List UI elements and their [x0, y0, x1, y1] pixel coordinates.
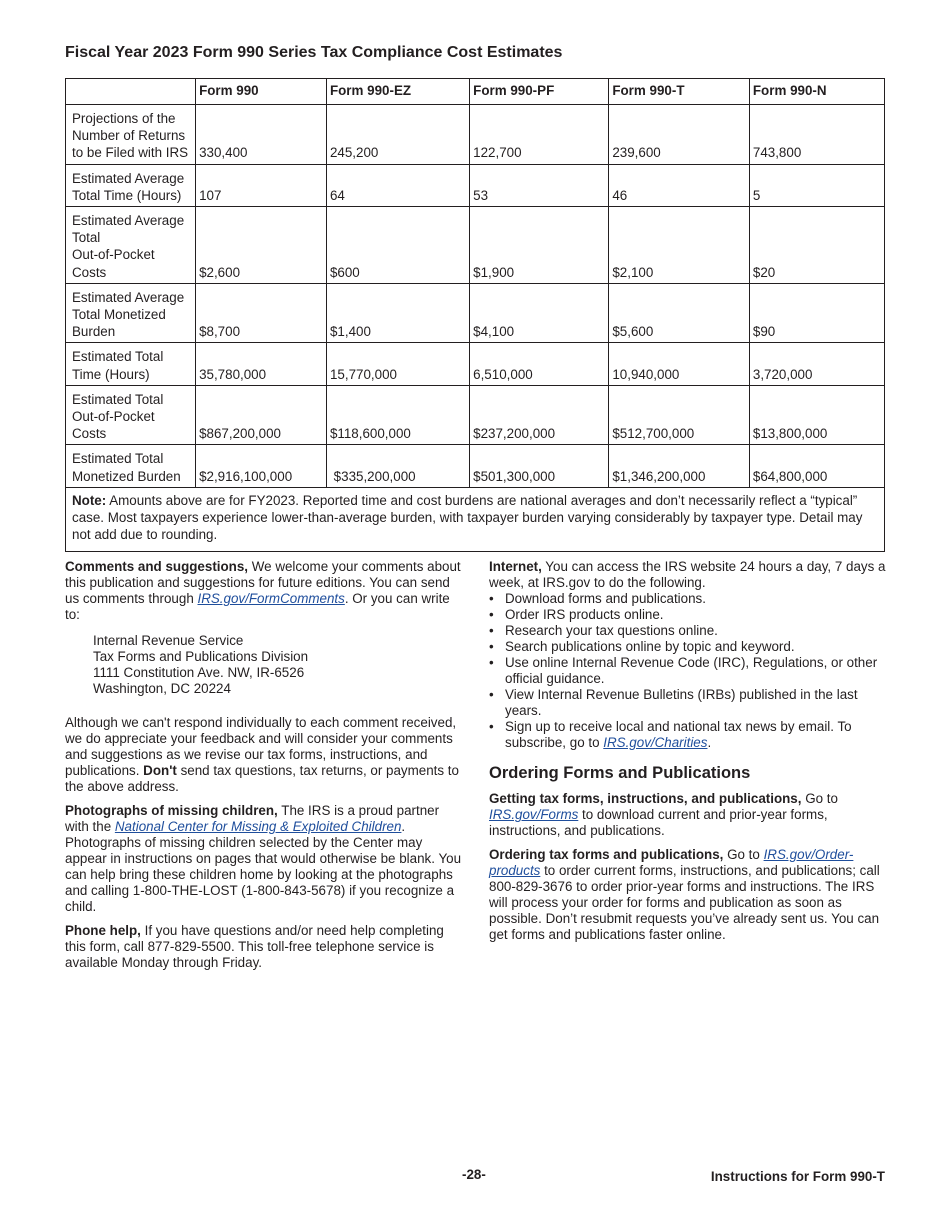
phone-help-paragraph: [65, 923, 465, 971]
comments-text: We welcome your comments about this publication and suggestions for future editions. You can send us comments through: [65, 559, 461, 606]
ordering-forms-text-end: to order current forms, instructions, and publications; call 800-829-3676 to order prior-year forms and instructions. The IRS will process your order for forms and publication as soon as possible. Don’t resubmit requests you’ve already sent us. You can get forms and publications faster online.: [489, 863, 880, 942]
table-row: [66, 385, 885, 445]
list-item: [489, 687, 889, 719]
row-label-line: Out-of-Pocket: [72, 247, 155, 263]
table-cell: 743,800: [749, 105, 884, 165]
list-item-text: Order IRS products online.: [505, 607, 664, 622]
list-item: [489, 623, 889, 639]
left-column: [65, 559, 465, 979]
table-row: [66, 283, 885, 343]
column-header: Form 990-N: [749, 79, 884, 105]
getting-forms-lead: Getting tax forms, instructions, and publications,: [489, 791, 802, 806]
row-label-line: Time (Hours): [72, 366, 150, 382]
getting-forms-text: Go to: [801, 791, 838, 806]
address-line: Washington, DC 20224: [93, 681, 231, 696]
table-row: [66, 445, 885, 487]
table-cell: $90: [749, 283, 884, 343]
table-cell: $237,200,000: [470, 385, 609, 445]
list-item: [489, 719, 889, 751]
list-item-text: Download forms and publications.: [505, 591, 706, 606]
table-cell: 245,200: [326, 105, 469, 165]
table-cell: 239,600: [609, 105, 750, 165]
table-cell: 46: [609, 164, 750, 206]
bullet-icon: •: [489, 623, 494, 638]
bullet-icon: •: [489, 639, 494, 654]
row-label-line: Costs: [72, 426, 107, 442]
order-products-link[interactable]: IRS.gov/Order-products: [489, 847, 854, 878]
row-label: [66, 343, 196, 385]
note-label: Note:: [72, 492, 107, 508]
table-cell: $501,300,000: [470, 445, 609, 487]
list-item: [489, 655, 889, 687]
table-header-row: [66, 79, 885, 105]
row-label-line: Out-of-Pocket: [72, 409, 155, 425]
row-label: [66, 445, 196, 487]
table-cell: $2,100: [609, 207, 750, 284]
table-cell: 10,940,000: [609, 343, 750, 385]
section-heading: Ordering Forms and Publications: [489, 764, 751, 782]
comments-lead: Comments and suggestions,: [65, 559, 249, 574]
table-cell: $1,346,200,000: [609, 445, 750, 487]
table-cell: $867,200,000: [196, 385, 327, 445]
internet-bullet-list: [489, 591, 889, 751]
table-cell: $64,800,000: [749, 445, 884, 487]
although-paragraph: [65, 715, 465, 795]
phone-help-text: If you have questions and/or need help completing this form, call 877-829-5500. This toll-free telephone service is available Monday through Friday.: [65, 923, 444, 970]
table-cell: $2,916,100,000: [196, 445, 327, 487]
row-label-line: Estimated Total: [72, 391, 164, 407]
list-item-text: Research your tax questions online.: [505, 623, 718, 638]
table-cell: 3,720,000: [749, 343, 884, 385]
row-label: [66, 207, 196, 284]
row-label-line: Burden: [72, 324, 116, 340]
row-label-line: Projections of the: [72, 111, 176, 126]
ordering-forms-text: Go to: [723, 847, 764, 862]
table-cell: $512,700,000: [609, 385, 750, 445]
table-cell: $2,600: [196, 207, 327, 284]
row-label-line: Total Monetized: [72, 307, 166, 323]
photographs-text-end: . Photographs of missing children selected by the Center may appear in instructions on pages that would otherwise be blank. You can help bring these children home by looking at the photographs and calling 1-800-THE-LOST (1-800-843-5678) if you recognize a child.: [65, 819, 462, 914]
list-item-text: Search publications online by topic and keyword.: [505, 639, 795, 654]
address-line: Internal Revenue Service: [93, 633, 244, 648]
table-cell: $4,100: [470, 283, 609, 343]
note-text: Amounts above are for FY2023. Reported time and cost burdens are national averages and don’t necessarily reflect a “typical” case. Most taxpayers experience lower-than-average burden, with taxpayer burden varying considerably by taxpayer type. Detail may not add due to rounding.: [72, 492, 863, 543]
cost-estimates-table: [65, 78, 885, 552]
bullet-icon: •: [489, 591, 494, 606]
table-cell: $118,600,000: [326, 385, 469, 445]
table-row: [66, 105, 885, 165]
table-row: [66, 343, 885, 385]
table-cell: $1,400: [326, 283, 469, 343]
table-cell: $1,900: [470, 207, 609, 284]
column-header: Form 990-EZ: [326, 79, 469, 105]
row-label-line: Number of Returns: [72, 128, 186, 144]
table-cell: 35,780,000: [196, 343, 327, 385]
list-item-text: Sign up to receive local and national tax news by email. To subscribe, go to: [505, 719, 852, 750]
table-cell: 6,510,000: [470, 343, 609, 385]
table-cell: 5: [749, 164, 884, 206]
row-label-line: Estimated Average: [72, 213, 185, 229]
address-line: Tax Forms and Publications Division: [93, 649, 309, 664]
table-cell: 15,770,000: [326, 343, 469, 385]
getting-forms-text-end: to download current and prior-year forms, instructions, and publications.: [489, 807, 828, 838]
table-cell: 330,400: [196, 105, 327, 165]
table-cell: $20: [749, 207, 884, 284]
column-header: Form 990-T: [609, 79, 750, 105]
table-corner-cell: [66, 79, 196, 105]
table-cell: $5,600: [609, 283, 750, 343]
list-item: [489, 607, 889, 623]
photographs-lead: Photographs of missing children,: [65, 803, 278, 818]
bullet-icon: •: [489, 607, 494, 622]
bullet-icon: •: [489, 687, 494, 702]
phone-help-lead: Phone help,: [65, 923, 141, 938]
form-comments-link[interactable]: IRS.gov/FormComments: [197, 591, 345, 606]
row-label-line: Estimated Total: [72, 451, 164, 467]
page-title: Fiscal Year 2023 Form 990 Series Tax Compliance Cost Estimates: [65, 44, 563, 61]
table-cell: 64: [326, 164, 469, 206]
table-note: [66, 487, 885, 552]
list-item-text-end: .: [707, 735, 712, 750]
page-number: -28-: [462, 1167, 486, 1182]
row-label: [66, 283, 196, 343]
ordering-forms-paragraph: [489, 847, 889, 943]
row-label-line: Costs: [72, 264, 107, 280]
internet-paragraph: [489, 559, 889, 591]
photographs-paragraph: [65, 803, 465, 915]
table-cell: 53: [470, 164, 609, 206]
row-label: [66, 164, 196, 206]
comments-paragraph: [65, 559, 465, 623]
charities-link[interactable]: IRS.gov/Charities: [603, 735, 708, 750]
internet-lead: Internet,: [489, 559, 542, 574]
table-note-row: [66, 487, 885, 552]
column-header: Form 990: [196, 79, 327, 105]
internet-text: You can access the IRS website 24 hours a day, 7 days a week, at IRS.gov to do the following.: [489, 559, 886, 590]
footer-form-title: Instructions for Form 990-T: [710, 1169, 885, 1184]
ordering-forms-lead: Ordering tax forms and publications,: [489, 847, 724, 862]
photographs-text: The IRS is a proud partner with the: [65, 803, 440, 834]
column-header: Form 990-PF: [470, 79, 609, 105]
forms-link[interactable]: IRS.gov/Forms: [489, 807, 579, 822]
table-row: [66, 207, 885, 284]
dont-emphasis: Don't: [143, 763, 177, 778]
list-item-text: View Internal Revenue Bulletins (IRBs) published in the last years.: [505, 687, 858, 718]
ncmec-link[interactable]: National Center for Missing & Exploited Children: [114, 819, 402, 834]
getting-forms-paragraph: [489, 791, 889, 839]
table-row: [66, 164, 885, 206]
table-cell: $8,700: [196, 283, 327, 343]
table-cell: 107: [196, 164, 327, 206]
list-item: [489, 591, 889, 607]
row-label-line: Estimated Average: [72, 289, 185, 305]
comments-text-end: . Or you can write to:: [65, 591, 450, 622]
table-cell: $600: [326, 207, 469, 284]
although-text-end: send tax questions, tax returns, or payments to the above address.: [65, 763, 459, 794]
table-cell: $335,200,000: [326, 445, 469, 487]
row-label: [66, 105, 196, 165]
table-cell: $13,800,000: [749, 385, 884, 445]
row-label-line: Monetized Burden: [72, 468, 181, 484]
table-cell: 122,700: [470, 105, 609, 165]
mailing-address: [93, 633, 465, 697]
right-column: [489, 559, 889, 951]
bullet-icon: •: [489, 655, 494, 670]
although-text: Although we can't respond individually to each comment received, we do appreciate your feedback and will consider your comments and suggestions as we revise our tax forms, instructions, and publications.: [65, 715, 457, 778]
row-label: [66, 385, 196, 445]
row-label-line: Estimated Total: [72, 349, 164, 365]
row-label-line: Total Time (Hours): [72, 187, 182, 203]
list-item-text: Use online Internal Revenue Code (IRC), Regulations, or other official guidance.: [505, 655, 878, 686]
row-label-line: Total: [72, 230, 101, 246]
address-line: 1111 Constitution Ave. NW, IR-6526: [93, 665, 305, 680]
row-label-line: Estimated Average: [72, 170, 185, 186]
bullet-icon: •: [489, 719, 494, 734]
list-item: [489, 639, 889, 655]
row-label-line: to be Filed with IRS: [72, 145, 189, 161]
